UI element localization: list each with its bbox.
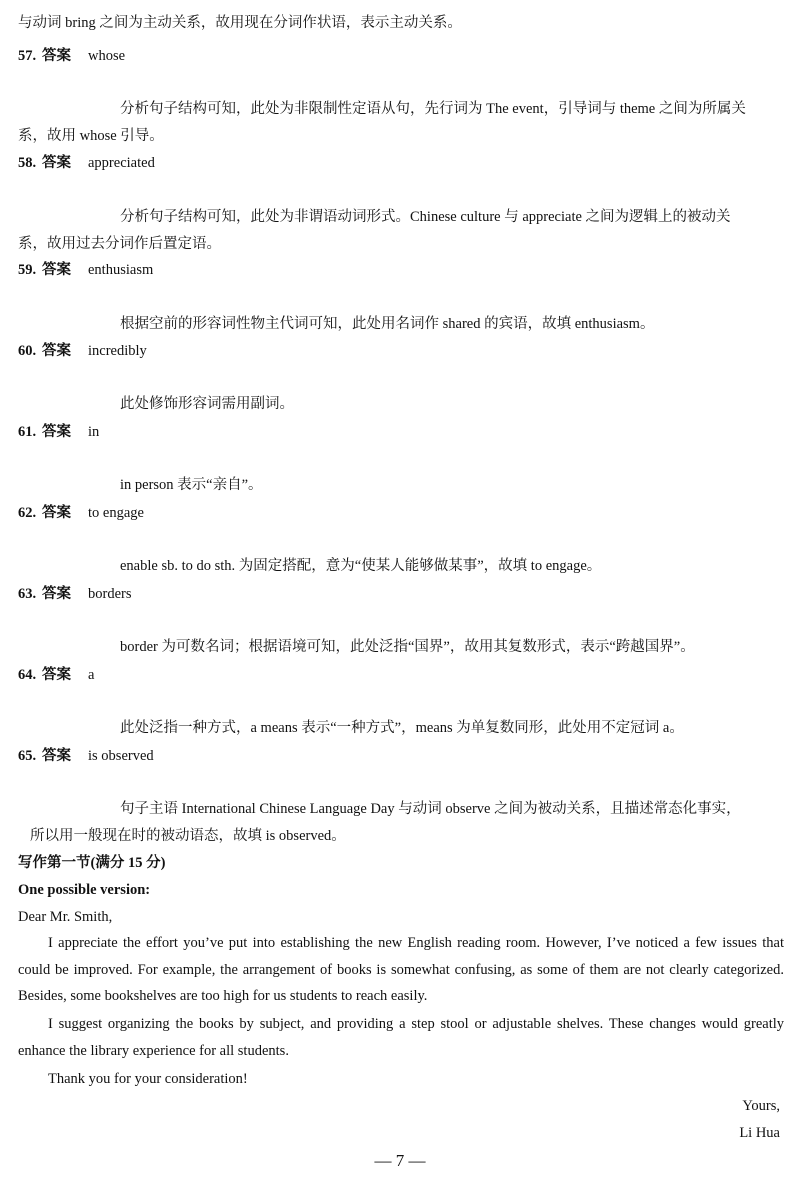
explanation-line: 句子主语 International Chinese Language Day 与动词 observe 之间为被动关系，且描述常态化事实， xyxy=(120,801,741,817)
answer-value: is observed xyxy=(88,748,154,764)
explanation-line: 系，故用过去分词作后置定语。 xyxy=(18,236,221,252)
page-number: — 7 — xyxy=(374,1151,426,1170)
answer-value: appreciated xyxy=(88,155,155,171)
answer-value: whose xyxy=(88,48,126,64)
item-number: 64. xyxy=(18,667,37,683)
letter-paragraph: Thank you for your consideration! xyxy=(48,1071,248,1087)
item-number: 59. xyxy=(18,262,37,278)
item-number: 62. xyxy=(18,505,37,521)
item-number: 58. xyxy=(18,155,37,171)
answer-label: 答案 xyxy=(42,424,71,440)
letter-paragraph: I suggest organizing the books by subject, and providing a step stool or adjustable shelves. These changes would greatly enhance the library experience for all students. xyxy=(18,1016,784,1059)
answer-label: 答案 xyxy=(42,586,71,602)
explanation-line: 分析句子结构可知，此处为非限制性定语从句，先行词为 The event，引导词与 theme 之间为所属关 xyxy=(120,101,746,117)
answer-label: 答案 xyxy=(42,155,71,171)
letter-paragraph: I appreciate the effort you’ve put into establishing the new English reading room. However, I’ve noticed a few issues that could be improved. For example, the arrangement of books is somewhat confusing, as some of them are not clearly categorized. Besides, some bookshelves are too high for us students to reach easily. xyxy=(18,935,784,1004)
answer-label: 答案 xyxy=(42,262,71,278)
explanation-line: 此处修饰形容词需用副词。 xyxy=(120,396,294,412)
item-number: 60. xyxy=(18,343,37,359)
explanation-line: 根据空前的形容词性物主代词可知，此处用名词作 shared 的宾语，故填 enthusiasm。 xyxy=(120,316,655,332)
answer-label: 答案 xyxy=(42,748,71,764)
answer-value: to engage xyxy=(88,505,144,521)
letter-closing: Yours, xyxy=(742,1098,780,1114)
answer-label: 答案 xyxy=(42,343,71,359)
section-title: 写作第一节(满分 15 分) xyxy=(18,855,166,871)
item-number: 57. xyxy=(18,48,37,64)
letter-signature: Li Hua xyxy=(739,1125,780,1141)
item-number: 63. xyxy=(18,586,37,602)
explanation-line: border 为可数名词；根据语境可知，此处泛指“国界”，故用其复数形式，表示“跨越国界”。 xyxy=(120,639,695,655)
answer-value: incredibly xyxy=(88,343,147,359)
answer-value: a xyxy=(88,667,95,683)
answer-label: 答案 xyxy=(42,48,71,64)
continued-explanation: 与动词 bring 之间为主动关系，故用现在分词作状语，表示主动关系。 xyxy=(18,15,462,31)
answer-label: 答案 xyxy=(42,667,71,683)
explanation-line: 分析句子结构可知，此处为非谓语动词形式。Chinese culture 与 appreciate 之间为逻辑上的被动关 xyxy=(120,209,731,225)
answer-label: 答案 xyxy=(42,505,71,521)
letter-greeting: Dear Mr. Smith, xyxy=(18,909,113,925)
answer-value: borders xyxy=(88,586,132,602)
explanation-line: 所以用一般现在时的被动语态，故填 is observed。 xyxy=(30,828,346,844)
explanation-line: 系，故用 whose 引导。 xyxy=(18,128,164,144)
explanation-line: enable sb. to do sth. 为固定搭配，意为“使某人能够做某事”，故填 to engage。 xyxy=(120,558,602,574)
version-label: One possible version: xyxy=(18,882,151,898)
item-number: 61. xyxy=(18,424,37,440)
item-number: 65. xyxy=(18,748,37,764)
explanation-line: 此处泛指一种方式，a means 表示“一种方式”，means 为单复数同形，此处用不定冠词 a。 xyxy=(120,720,684,736)
answer-value: in xyxy=(88,424,100,440)
answer-value: enthusiasm xyxy=(88,262,154,278)
explanation-line: in person 表示“亲自”。 xyxy=(120,477,263,493)
